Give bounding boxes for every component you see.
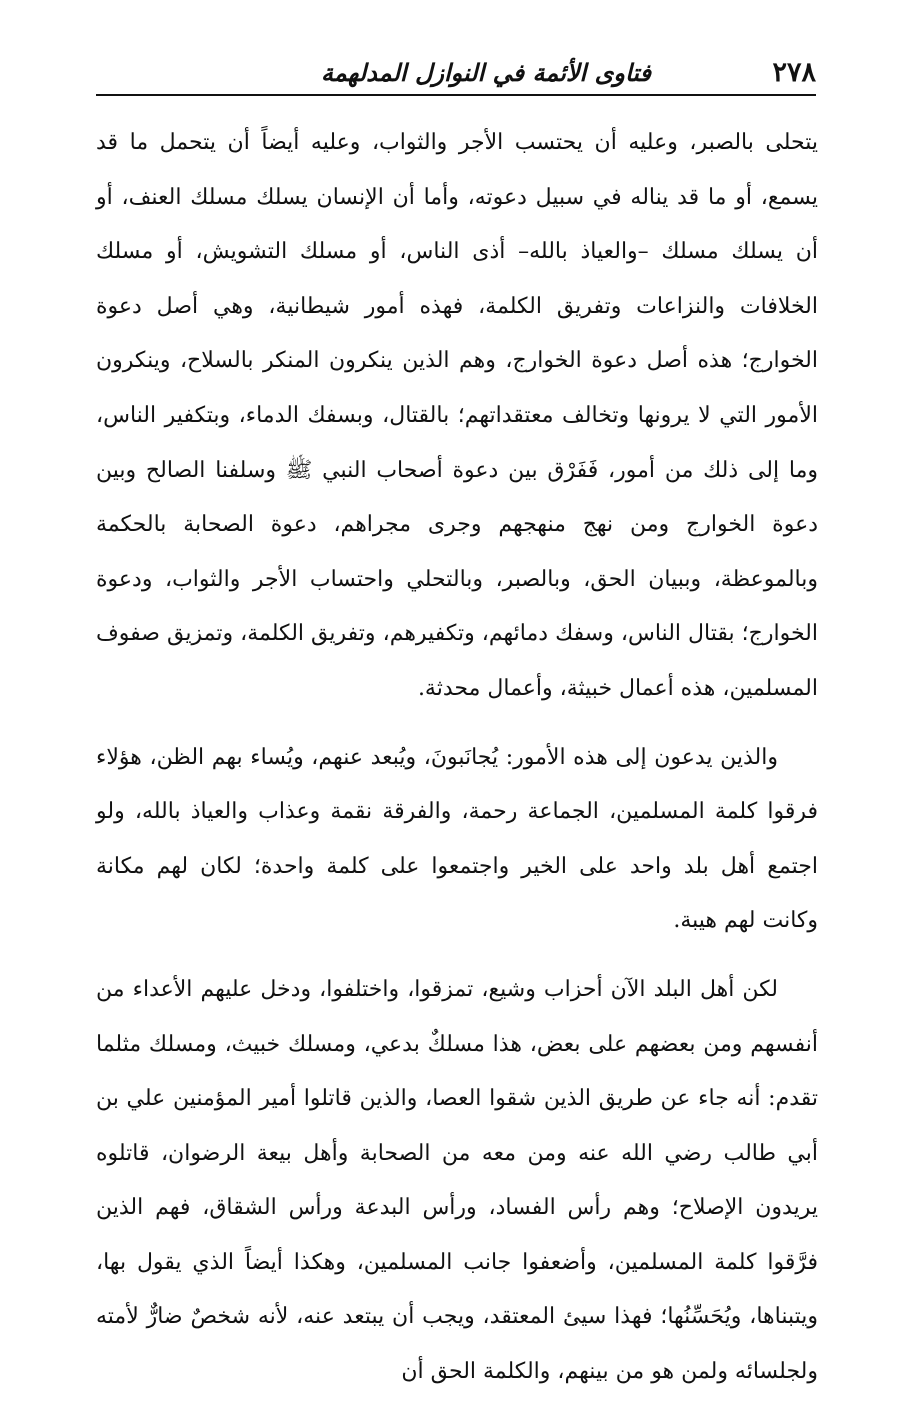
paragraph: يتحلى بالصبر، وعليه أن يحتسب الأجر والثواب، وعليه أيضاً أن يتحمل ما قد يسمع، أو ما قد يناله في سبيل دعوته، وأما أن الإنسان يسلك مسلك العنف، أو أن يسلك مسلك –والعياذ بالله– أذى الناس، أو مسلك التشويش، أو مسلك الخلافات والنزاعات وتفريق الكلمة، فهذه أمور شيطانية، وهي أصل دعوة الخوارج؛ هذه أصل دعوة الخوارج، وهم الذين ينكرون المنكر بالسلاح، وينكرون الأمور التي لا يرونها وتخالف معتقداتهم؛ بالقتال، وبسفك الدماء، وبتكفير الناس، وما إلى ذلك من أمور، فَفَرْق بين دعوة أصحاب النبي ﷺ وسلفنا الصالح وبين دعوة الخوارج ومن نهج منهجهم وجرى مجراهم، دعوة الصحابة بالحكمة وبالموعظة، وببيان الحق، وبالصبر، وبالتحلي واحتساب الأجر والثواب، ودعوة الخوارج؛ بقتال الناس، وسفك دمائهم، وتكفيرهم، وتفريق الكلمة، وتمزيق صفوف المسلمين، هذه أعمال خبيثة، وأعمال محدثة. bbox=[96, 130, 818, 701]
paragraph: والذين يدعون إلى هذه الأمور: يُجانَبونَ، ويُبعد عنهم، ويُساء بهم الظن، هؤلاء فرقوا كلمة المسلمين، الجماعة رحمة، والفرقة نقمة وعذاب والعياذ بالله، ولو اجتمع أهل بلد واحد على الخير واجتمعوا على كلمة واحدة؛ لكان لهم مكانة وكانت لهم هيبة. bbox=[96, 744, 818, 934]
page-header bbox=[96, 56, 816, 96]
page-number: ٢٧٨ bbox=[772, 57, 816, 88]
header-rule bbox=[96, 94, 816, 96]
paragraph: لكن أهل البلد الآن أحزاب وشيع، تمزقوا، واختلفوا، ودخل عليهم الأعداء من أنفسهم ومن بعضهم على بعض، هذا مسلكٌ بدعي، ومسلك خبيث، ومسلك مثلما تقدم: أنه جاء عن طريق الذين شقوا العصا، والذين قاتلوا أمير المؤمنين علي بن أبي طالب رضي الله عنه ومن معه من الصحابة وأهل بيعة الرضوان، قاتلوه يريدون الإصلاح؛ وهم رأس الفساد، ورأس البدعة ورأس الشقاق، فهم الذين فرَّقوا كلمة المسلمين، وأضعفوا جانب المسلمين، وهكذا أيضاً الذي يقول بها، ويتبناها، ويُحَسِّنُها؛ فهذا سيئ المعتقد، ويجب أن يبتعد عنه، لأنه شخصٌ ضارٌّ لأمته ولجلسائه ولمن هو من بينهم، والكلمة الحق أن bbox=[96, 976, 818, 1385]
running-title: فتاوى الأئمة في النوازل المدلهمة bbox=[321, 58, 651, 87]
body-text bbox=[96, 116, 818, 1414]
